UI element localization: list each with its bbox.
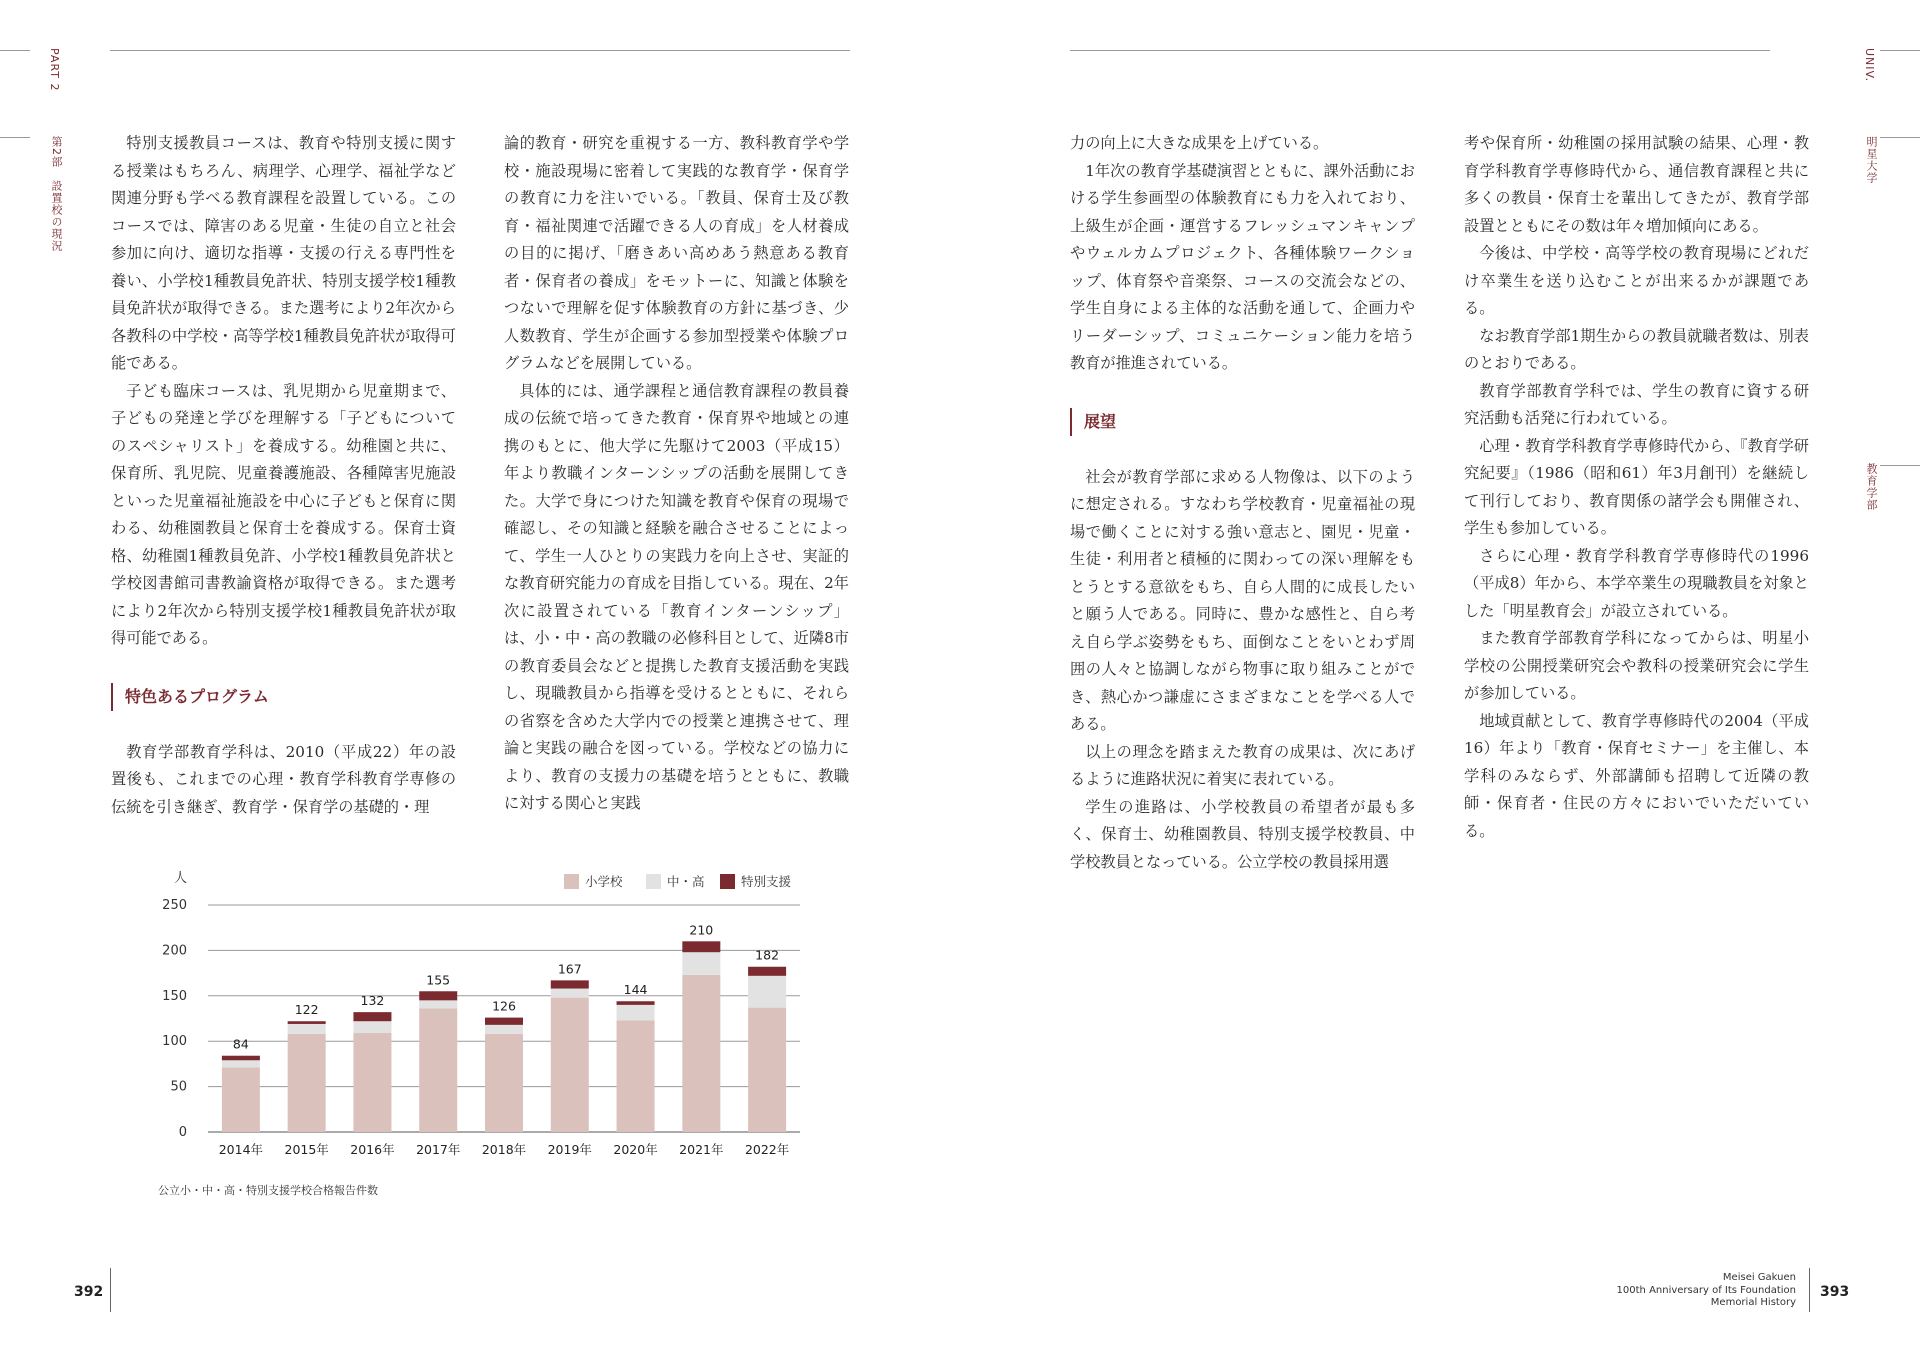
legend-label: 特別支援	[741, 874, 792, 889]
section-heading-programs: 特色あるプログラム	[111, 683, 456, 711]
paragraph: 学生の進路は、小学校教員の希望者が最も多く、保育士、幼稚園教員、特別支援学校教員、中学校教員となっている。公立学校の教員採用選	[1070, 797, 1415, 871]
bar-segment	[419, 991, 457, 1000]
bar-segment	[682, 941, 720, 952]
left-column-2	[504, 130, 849, 818]
bar-segment	[617, 1005, 655, 1020]
paragraph: なお教育学部1期生からの教員就職者数は、別表のとおりである。	[1464, 326, 1809, 372]
data-label: 84	[232, 1036, 249, 1052]
paragraph: 社会が教育学部に求める人物像は、以下のように想定される。すなわち学校教育・児童福祉の現場で働くことに対する強い意志と、園児・児童・生徒・利用者と積極的に関わっての深い理解をもとうとする意欲をもち、自ら人間的に成長したいと願う人である。同時に、豊かな感性と、自ら考え自ら学ぶ姿勢をもち、面倒なことをいとわず周囲の人々と協調しながら物事に取り組みことができ、熱心かつ謙虚にさまざまなことを学べる人である。	[1070, 467, 1415, 733]
bar-segment	[353, 1012, 391, 1021]
y-tick-label: 100	[162, 1034, 187, 1050]
colophon-line: Memorial History	[1710, 1297, 1796, 1308]
page-number-right: 393	[1820, 1284, 1850, 1300]
side-rule-middle	[0, 137, 30, 138]
colophon-line: 100th Anniversary of Its Foundation	[1616, 1284, 1796, 1296]
legend-swatch	[564, 874, 579, 889]
bar-segment	[222, 1068, 260, 1132]
bar-segment	[353, 1021, 391, 1033]
x-tick-label: 2014年	[218, 1142, 264, 1157]
paragraph: また教育学部教育学科になってからは、明星小学校の公開授業研究会や教科の授業研究会に学生が参加している。	[1464, 629, 1809, 702]
right-page	[960, 0, 1920, 1358]
y-tick-label: 150	[162, 988, 187, 1004]
bar-segment	[617, 1001, 655, 1005]
side-rule-lower	[1880, 465, 1920, 466]
y-tick-label: 200	[162, 943, 187, 959]
stacked-bar-chart	[140, 865, 820, 1185]
side-rule-middle	[1880, 137, 1920, 138]
bar-segment	[485, 1034, 523, 1132]
bar-segment	[551, 998, 589, 1132]
bar-segment	[748, 1008, 786, 1132]
chart-caption: 公立小・中・高・特別支援学校合格報告件数	[158, 1184, 378, 1197]
paragraph: 心理・教育学科教育学専修時代から、『教育学研究紀要』（1986（昭和61）年3月創刊）を継続して刊行しており、教育関係の諸学会も開催され、学生も参加している。	[1464, 436, 1809, 537]
data-label: 210	[689, 922, 714, 938]
unit-label: 人	[174, 871, 188, 886]
bar-segment	[682, 975, 720, 1132]
x-tick-label: 2018年	[481, 1142, 527, 1157]
bar-segment	[222, 1060, 260, 1067]
side-school-label: 明星大学	[1865, 136, 1878, 184]
paragraph: 以上の理念を踏まえた教育の成果は、次にあげるように進路状況に着実に表れている。	[1070, 742, 1416, 788]
header-rule	[1070, 50, 1770, 51]
paragraph: 1年次の教育学基礎演習とともに、課外活動における学生参画型の体験教育にも力を入れており、上級生が企画・運営するフレッシュマンキャンプやウェルカムプロジェクト、各種体験ワークショップ、体育祭や音楽祭、コースの交流会などの、学生自身による主体的な活動を通して、企画力やリーダーシップ、コミュニケーション能力を培う教育が推進されている。	[1070, 161, 1415, 372]
data-label: 144	[623, 982, 648, 998]
x-tick-label: 2021年	[679, 1142, 724, 1157]
chart-svg	[140, 865, 820, 1185]
legend-label: 中・高	[667, 874, 705, 889]
header-rule	[110, 50, 850, 51]
side-univ-label: UNIV.	[1863, 48, 1876, 83]
paragraph: 今後は、中学校・高等学校の教育現場にどれだけ卒業生を送り込むことが出来るかが課題である。	[1464, 244, 1809, 317]
paragraph: さらに心理・教育学科教育学専修時代の1996（平成8）年から、本学卒業生の現職教員を対象とした「明星教育会」が設立されている。	[1464, 546, 1809, 620]
side-rule-top	[0, 50, 30, 51]
y-tick-label: 0	[178, 1125, 187, 1140]
data-label: 155	[426, 972, 451, 988]
x-tick-label: 2017年	[416, 1142, 461, 1157]
bar-segment	[288, 1024, 326, 1034]
data-label: 126	[492, 998, 516, 1014]
paragraph: 教育学部教育学科では、学生の教育に資する研究活動も活発に行われている。	[1464, 381, 1810, 427]
paragraph: 子ども臨床コースは、乳児期から児童期まで、子どもの発達と学びを理解する「子どもについてのスペシャリスト」を養成する。幼稚園と共に、保育所、乳児院、児童養護施設、各種障害児施設といった児童福祉施設を中心に子どもと保育に関わる、幼稚園教員と保育士を養成する。保育士資格、幼稚園1種教員免許、小学校1種教員免許状と学校図書館司書教諭資格が取得できる。また選考により2年次から特別支援学校1種教員免許状が取得可能である。	[111, 381, 456, 647]
left-column-1	[111, 130, 456, 821]
data-label: 132	[360, 993, 385, 1009]
bar-segment	[288, 1021, 326, 1024]
right-column-1	[1070, 130, 1415, 876]
x-tick-label: 2022年	[744, 1142, 790, 1157]
right-column-2	[1464, 130, 1809, 845]
colophon-line: Meisei Gakuen	[1722, 1272, 1796, 1283]
bar-segment	[288, 1034, 326, 1132]
x-tick-label: 2016年	[350, 1142, 395, 1157]
side-chapter-label: 第2部 設置校の現況	[50, 136, 63, 252]
paragraph: 特別支援教員コースは、教育や特別支援に関する授業はもちろん、病理学、心理学、福祉学など関連分野も学べる教育課程を設置している。このコースでは、障害のある児童・生徒の自立と社会参加に向け、適切な指導・支援の行える専門性を養い、小学校1種教員免許状、特別支援学校1種教員免許状が取得できる。また選考により2年次から各教科の中学校・高等学校1種教員免許状が取得可能である。	[111, 134, 456, 372]
page-number-left: 392	[74, 1284, 104, 1300]
y-tick-label: 250	[162, 898, 187, 913]
bar-segment	[419, 1009, 457, 1132]
x-tick-label: 2015年	[284, 1142, 329, 1157]
paragraph: 教育学部教育学科は、2010（平成22）年の設置後も、これまでの心理・教育学科教育学専修の伝統を引き継ぎ、教育学・保育学の基礎的・理	[111, 742, 456, 816]
side-faculty-label: 教育学部	[1865, 463, 1878, 511]
legend-swatch	[720, 874, 735, 889]
bar-segment	[485, 1018, 523, 1025]
legend-swatch	[646, 874, 661, 889]
bar-segment	[485, 1025, 523, 1034]
paragraph: 地域貢献として、教育学専修時代の2004（平成16）年より「教育・保育セミナー」を主催し、本学科のみならず、外部講師も招聘して近隣の教師・保育者・住民の方々においでいただいている。	[1464, 711, 1809, 840]
paragraph-continued: 考や保育所・幼稚園の採用試験の結果、心理・教育学科教育学専修時代から、通信教育課程と共に多くの教員・保育士を輩出してきたが、教育学部設置とともにその数は年々増加傾向にある。	[1464, 134, 1809, 235]
section-heading-outlook: 展望	[1070, 408, 1415, 436]
bar-segment	[551, 980, 589, 988]
bar-segment	[748, 976, 786, 1008]
legend-label: 小学校	[585, 874, 623, 889]
page-number-divider	[1809, 1268, 1810, 1312]
side-part-label: PART 2	[48, 48, 61, 92]
colophon	[1617, 1272, 1796, 1310]
x-tick-label: 2020年	[613, 1142, 658, 1157]
bar-segment	[222, 1056, 260, 1061]
bar-segment	[353, 1033, 391, 1132]
x-tick-label: 2019年	[547, 1142, 592, 1157]
side-rule-top	[1880, 50, 1920, 51]
page-number-divider	[110, 1268, 111, 1312]
y-tick-label: 50	[170, 1079, 187, 1095]
paragraph: 具体的には、通学課程と通信教育課程の教員養成の伝統で培ってきた教育・保育界や地域との連携のもとに、他大学に先駆けて2003（平成15）年より教職インターンシップの活動を展開してきた。大学で身につけた知識を教育や保育の現場で確認し、その知識と経験を融合させることによって、学生一人ひとりの実践力を向上させ、実証的な教育研究能力の育成を目指している。現在、2年次に設置されている「教育インターンシップ」は、小・中・高の教職の必修科目として、近隣8市の教育委員会などと提携した教育支援活動を実践し、現職教員から指導を受けるとともに、それらの省察を含めた大学内での授業と連携させて、理論と実践の融合を図っている。学校などの協力により、教育の支援力の基礎を培うとともに、教職に対する関心と実践	[504, 381, 850, 812]
data-label: 182	[755, 947, 780, 963]
bar-segment	[748, 967, 786, 976]
bar-segment	[419, 1000, 457, 1008]
paragraph-continued: 論的教育・研究を重視する一方、教科教育学や学校・施設現場に密着して実践的な教育学・保育学の教育に力を注いでいる。「教員、保育士及び教育・福祉関連で活躍できる人の育成」を人材養成の目的に掲げ、「磨きあい高めあう熱意ある教育者・保育者の養成」をモットーに、知識と体験をつないで理解を促す体験教育の方針に基づき、少人数教育、学生が企画する参加型授業や体験プログラムなどを展開している。	[504, 134, 849, 372]
paragraph-continued: 力の向上に大きな成果を上げている。	[1070, 134, 1329, 152]
bar-segment	[617, 1020, 655, 1132]
bar-segment	[551, 989, 589, 998]
data-label: 122	[294, 1002, 319, 1018]
bar-segment	[682, 952, 720, 975]
data-label: 167	[557, 961, 582, 977]
